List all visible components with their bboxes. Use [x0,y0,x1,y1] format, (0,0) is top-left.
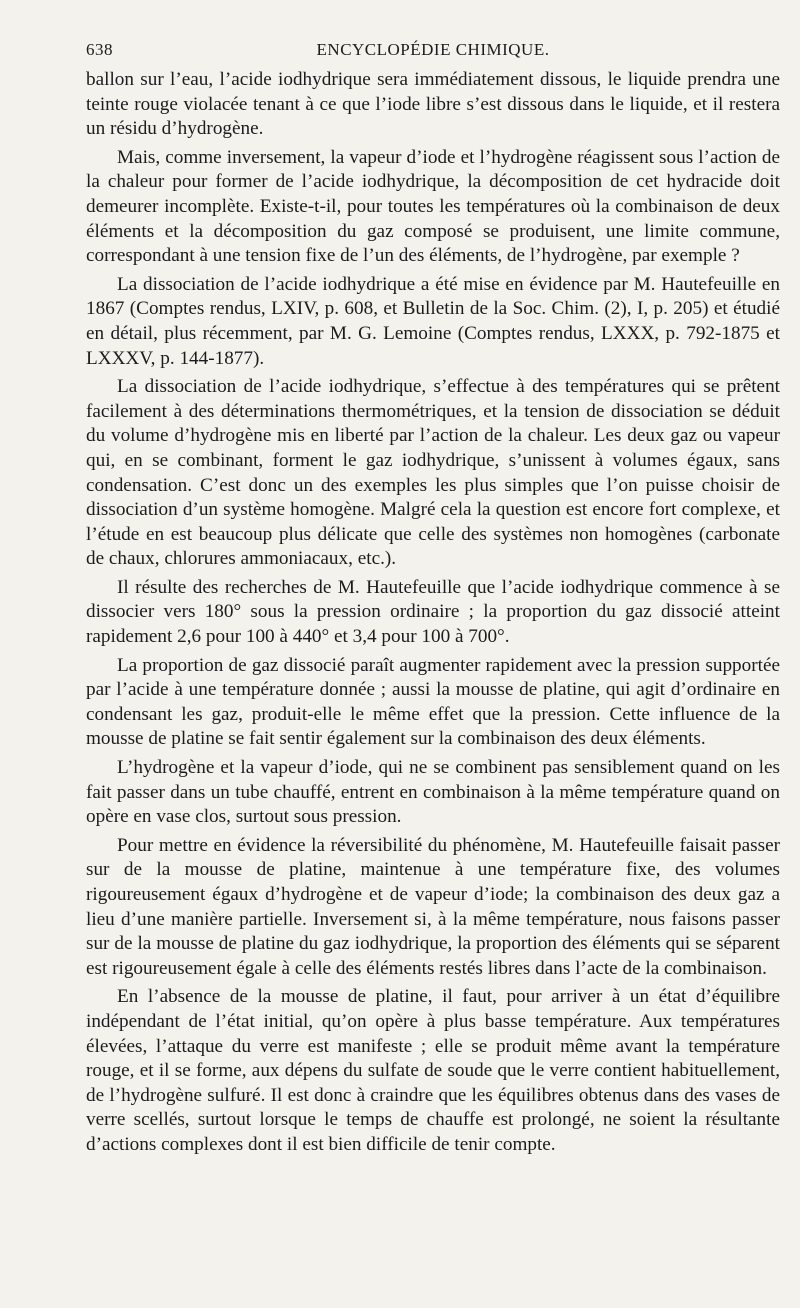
paragraph: Pour mettre en évidence la réversibilité du phénomène, M. Hautefeuille faisait passer sur de la mousse de platine, maintenue à une température fixe, des volumes rigoureusement égaux d’hydrogène et de vapeur d’iode; la combinaison des deux gaz a lieu d’une manière partielle. Inversement si, à la même température, nous faisons passer sur de la mousse de platine du gaz iodhydrique, la proportion des éléments qui se séparent est rigoureusement égale à celle des éléments restés libres dans l’acte de la combinaison. [86,834,780,979]
paragraph: La dissociation de l’acide iodhydrique a été mise en évidence par M. Hautefeuille en 1867 (Comptes rendus, LXIV, p. 608, et Bulletin de la Soc. Chim. (2), I, p. 205) et étudié en détail, plus récemment, par M. G. Lemoine (Comptes rendus, LXXX, p. 792-1875 et LXXXV, p. 144-1877). [86,273,780,369]
body-text [86,68,780,1162]
paragraph: Mais, comme inversement, la vapeur d’iode et l’hydrogène réagissent sous l’action de la chaleur pour former de l’acide iodhydrique, la décomposition de cet hydracide doit demeurer incomplète. Existe-t-il, pour toutes les températures où la combinaison de deux éléments et la décomposition du gaz composé se produisent, une limite commune, correspondant à une tension fixe de l’un des éléments, de l’hydrogène, par exemple ? [86,146,780,267]
paragraph: L’hydrogène et la vapeur d’iode, qui ne se combinent pas sensiblement quand on les fait passer dans un tube chauffé, entrent en combinaison à la même température quand on opère en vase clos, surtout sous pression. [86,757,780,828]
paragraph: La proportion de gaz dissocié paraît augmenter rapidement avec la pression supportée par l’acide à une température donnée ; aussi la mousse de platine, qui agit d’ordinaire en condensant les gaz, produit-elle le même effet que la pression. Cette influence de la mousse de platine se fait sentir également sur la combinaison des deux éléments. [86,654,780,750]
page-number: 638 [86,40,113,59]
running-title: ENCYCLOPÉDIE CHIMIQUE. [316,40,550,59]
paragraph: Il résulte des recherches de M. Hautefeuille que l’acide iodhydrique commence à se dissocier vers 180° sous la pression ordinaire ; la proportion du gaz dissocié atteint rapidement 2,6 pour 100 à 440° et 3,4 pour 100 à 700°. [86,576,780,648]
page-header [86,40,780,66]
paragraph: ballon sur l’eau, l’acide iodhydrique sera immédiatement dissous, le liquide prendra une teinte rouge violacée tenant à ce que l’iode libre s’est dissous dans le liquide, et il restera un résidu d’hydrogène. [86,69,780,140]
paragraph: La dissociation de l’acide iodhydrique, s’effectue à des températures qui se prêtent facilement à des déterminations thermométriques, et la tension de dissociation se déduit du volume d’hydrogène mis en liberté par l’action de la chaleur. Les deux gaz ou vapeur qui, en se combinant, forment le gaz iodhydrique, s’unissent à volumes égaux, sans condensation. C’est donc un des exemples les plus simples que l’on puisse choisir de dissociation d’un système homogène. Malgré cela la question est encore fort complexe, et l’étude en est beaucoup plus délicate que celle des systèmes non homogènes (carbonate de chaux, chlorures ammoniacaux, etc.). [86,376,780,570]
paragraph: En l’absence de la mousse de platine, il faut, pour arriver à un état d’équilibre indépendant de l’état initial, qu’on opère à plus basse température. Aux températures élevées, l’attaque du verre est manifeste ; elle se produit même avant la température rouge, et il se forme, aux dépens du sulfate de soude que le verre contient habituellement, de l’hydrogène sulfuré. Il est donc à craindre que les équilibres obtenus dans des vases de verre scellés, surtout lorsque le temps de chauffe est prolongé, ne soient la résultante d’actions complexes dont il est bien difficile de tenir compte. [86,986,780,1155]
